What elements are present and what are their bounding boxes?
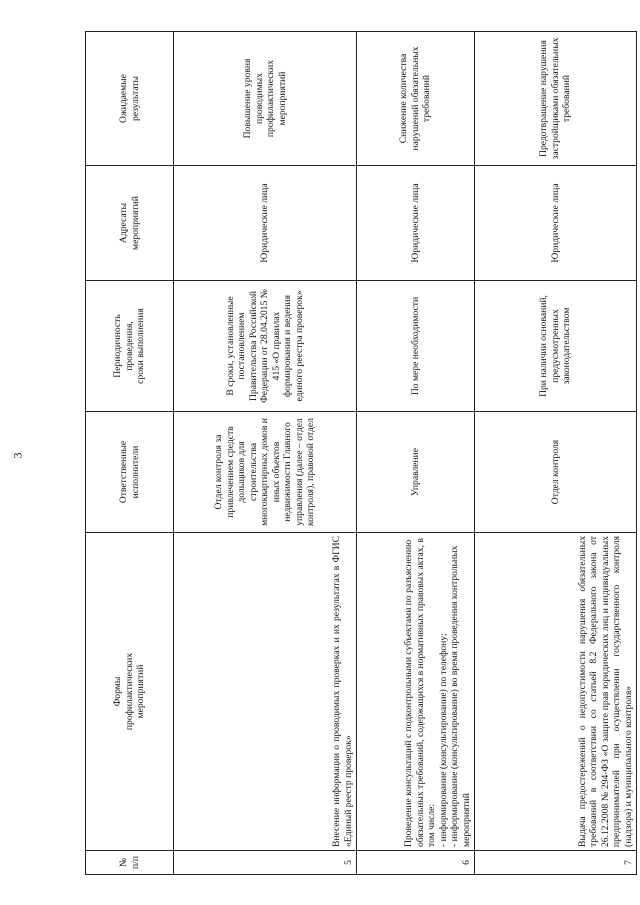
table-row	[357, 32, 475, 875]
rotated-table-wrapper	[85, 32, 636, 875]
row-result: Снижение количества нарушений обязательных требований	[357, 32, 475, 166]
page-number: 3	[10, 452, 25, 459]
row-form: Проведение консультаций с подконтрольными субъектами по разъяснению обязательных требований, содержащихся в нормативных правовых актах, в том числе: - информирование (консультирование) по телефону; - информирование (консультирование) во время проведения контрольных мероприятий	[357, 533, 475, 851]
header-row	[86, 32, 174, 875]
row-executor: Отдел контроля	[475, 412, 637, 533]
row-addressee: Юридические лица	[174, 166, 357, 281]
row-num: 5	[174, 851, 357, 875]
row-num: 7	[475, 851, 637, 875]
row-executor: Отдел контроля за привлечением средств дольщиков для строительства многоквартирных домов и иных объектов недвижимости Главного управления (далее – отдел контроля), правовой отдел	[174, 412, 357, 533]
row-form: Выдача предостережений о недопустимости нарушения обязательных требований в соответствии со статьей 8.2 Федерального закона от 26.12.2008 № 294-ФЗ «О защите прав юридических лиц и индивидуальных предпринимателей при осуществлении государственного контроля (надзора) и муниципального контроля»	[475, 533, 637, 851]
header-result: Ожидаемые результаты	[86, 32, 174, 166]
row-addressee: Юридические лица	[475, 166, 637, 281]
row-result: Предотвращение нарушения застройщиками обязательных требований	[475, 32, 637, 166]
header-executor: Ответственные исполнители	[86, 412, 174, 533]
table-row	[475, 32, 637, 875]
row-executor: Управление	[357, 412, 475, 533]
row-period: В сроки, установленные постановлением Правительства Российской Федерации от 28.04.2015 № 415 «О правилах формирования и ведения единого реестра проверок»	[174, 281, 357, 412]
row-addressee: Юридические лица	[357, 166, 475, 281]
header-addressee: Адресаты мероприятий	[86, 166, 174, 281]
header-form: Формы профилактических мероприятий	[86, 533, 174, 851]
row-period: По мере необходимости	[357, 281, 475, 412]
header-num: № п/п	[86, 851, 174, 875]
row-num: 6	[357, 851, 475, 875]
row-form: Внесение информации о проводимых проверках и их результатах в ФГИС «Единый реестр проверок»	[174, 533, 357, 851]
prevention-measures-table	[85, 31, 637, 875]
table-row	[174, 32, 357, 875]
row-period: При наличии оснований, предусмотренных законодательством	[475, 281, 637, 412]
header-period: Периодичность проведения, сроки выполнения	[86, 281, 174, 412]
row-result: Повышение уровня проводимых профилактических мероприятий	[174, 32, 357, 166]
